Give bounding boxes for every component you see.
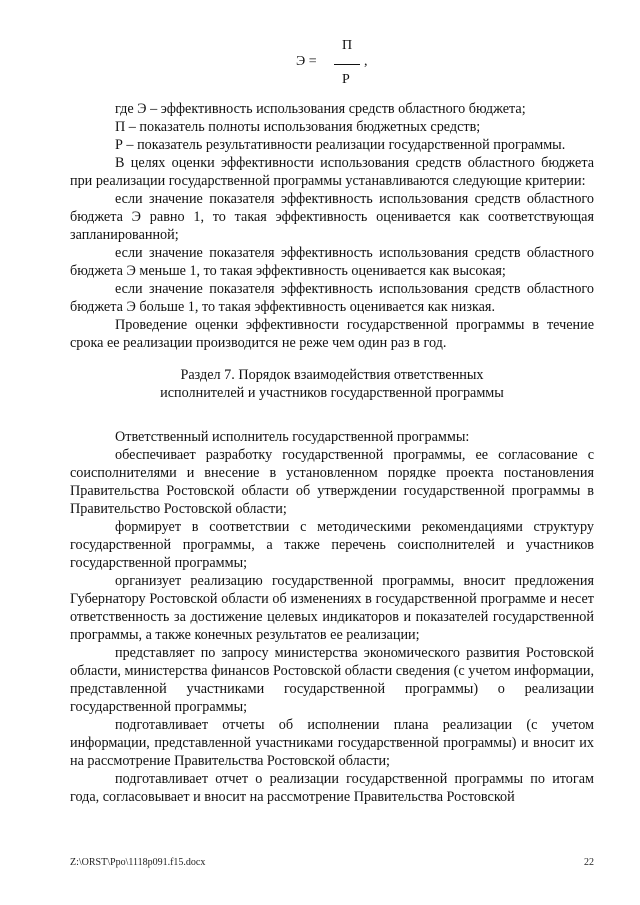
section-paragraph: подготавливает отчеты об исполнении плана реализации (с учетом информации, представленной участниками государственной программы) и вносит их на рассмотрение Правительства Ростовской области; — [70, 717, 594, 769]
spacer — [70, 352, 594, 366]
document-body — [70, 100, 594, 806]
formula-numerator: П — [342, 38, 353, 53]
section-paragraph: формирует в соответствии с методическими рекомендациями структуру государственной программы, а также перечень соисполнителей и участников государственной программы; — [70, 519, 594, 571]
section-paragraph: организует реализацию государственной программы, вносит предложения Губернатору Ростовской области об изменениях в государственной программе и несет ответственность за достижение целевых индикаторов и показателей государственной программы, а также конечных результатов ее реализации; — [70, 573, 594, 643]
formula-trailing: , — [364, 54, 368, 69]
criterion-equal: если значение показателя эффективность использования средств областного бюджета Э равно 1, то такая эффективность оценивается как соответствующая запланированной; — [70, 191, 594, 243]
section-paragraph: подготавливает отчет о реализации государственной программы по итогам года, согласовывает и вносит на рассмотрение Правительства Ростовской — [70, 771, 594, 805]
section-heading-line2: исполнителей и участников государственной программы — [160, 385, 504, 401]
efficiency-formula — [296, 38, 416, 90]
spacer — [70, 402, 594, 428]
definition-p: П – показатель полноты использования бюджетных средств; — [115, 119, 481, 135]
section-heading-line1: Раздел 7. Порядок взаимодействия ответственных — [180, 367, 484, 383]
section-paragraph: представляет по запросу министерства экономического развития Ростовской области, министерства финансов Ростовской области сведения (с учетом информации, представленной участниками государственной программы) о реализации государственной программы; — [70, 645, 594, 715]
criterion-less: если значение показателя эффективность использования средств областного бюджета Э меньше 1, то такая эффективность оценивается как высокая; — [70, 245, 594, 279]
definition-r: Р – показатель результативности реализации государственной программы. — [115, 137, 566, 153]
section-paragraph: обеспечивает разработку государственной программы, ее согласование с соисполнителями и внесение в установленном порядке проекта постановления Правительства Ростовской области об утверждении государственной программы в Правительство Ростовской области; — [70, 447, 594, 517]
section-paragraph: Ответственный исполнитель государственной программы: — [115, 429, 470, 445]
definition-e: где Э – эффективность использования средств областного бюджета; — [115, 101, 526, 117]
evaluation-frequency: Проведение оценки эффективности государственной программы в течение срока ее реализации производится не реже чем один раз в год. — [70, 317, 594, 351]
formula-lhs: Э = — [296, 54, 317, 69]
file-path: Z:\ORST\Ppo\1118p091.f15.docx — [70, 857, 206, 868]
page-number: 22 — [584, 857, 594, 868]
criterion-greater: если значение показателя эффективность использования средств областного бюджета Э больше 1, то такая эффективность оценивается как низкая. — [70, 281, 594, 315]
criteria-intro: В целях оценки эффективности использования средств областного бюджета при реализации государственной программы устанавливаются следующие критерии: — [70, 155, 594, 189]
formula-fraction-bar — [334, 64, 360, 65]
formula-denominator: Р — [342, 72, 350, 87]
